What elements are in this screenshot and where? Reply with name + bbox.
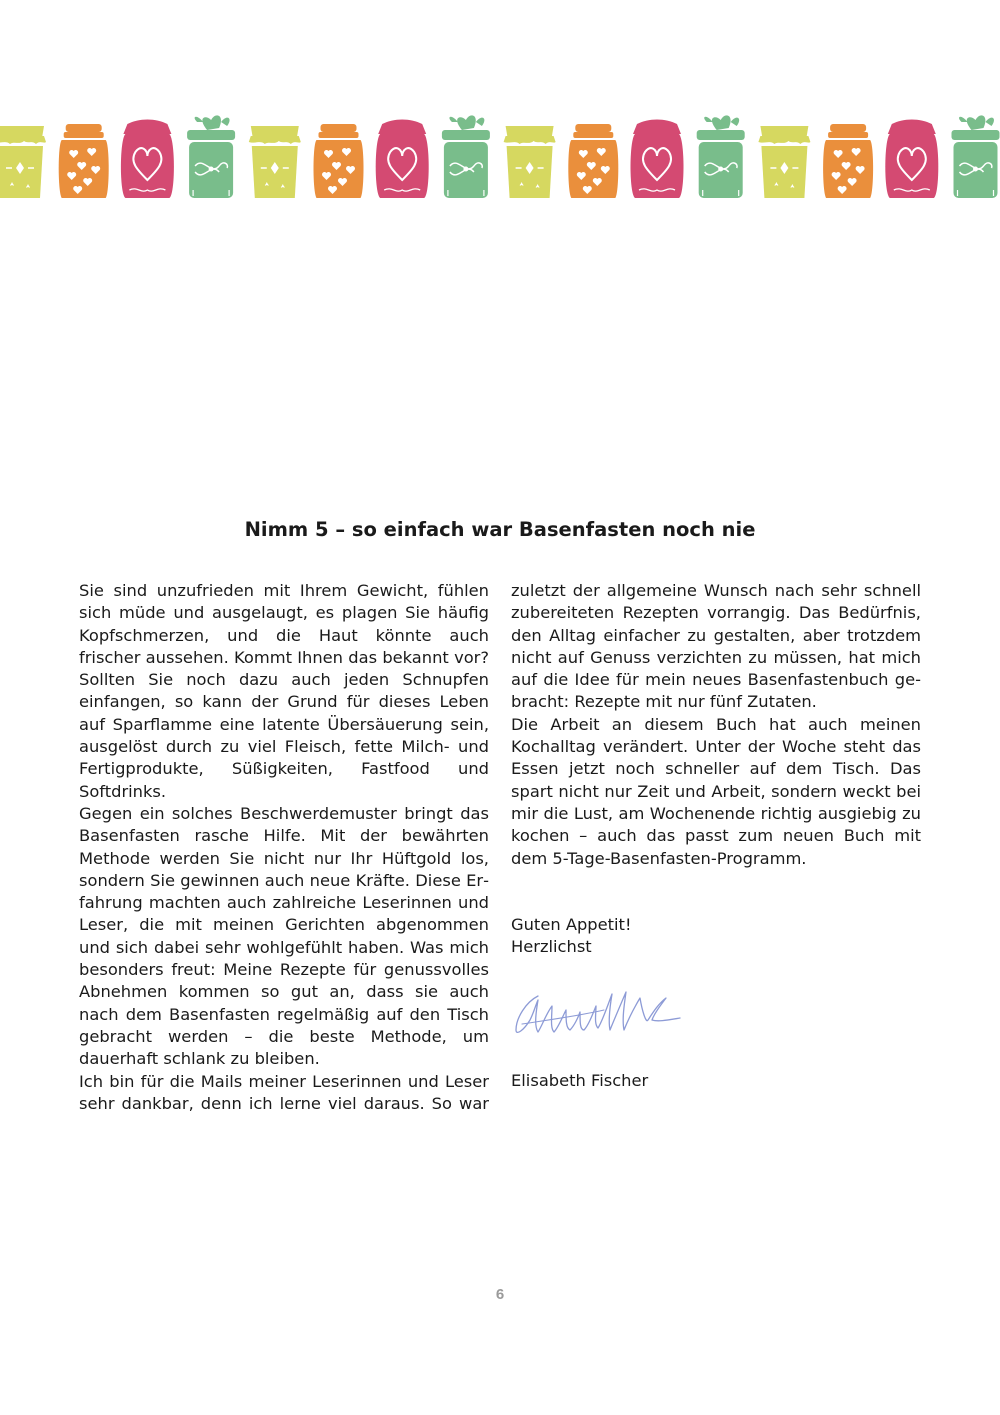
left-column bbox=[79, 580, 489, 1115]
paragraph: Sie sind unzufrieden mit Ihrem Gewicht, fühlen sich müde und ausgelaugt, es plagen Sie häufig Kopfschmerzen, und die Haut könnte auch frischer aussehen. Kommt Ihnen das bekannt vor? Sollten Sie noch dazu auch jeden Schnupfen einfangen, so kann der Grund für dieses Leben auf Sparflamme eine latente Übersäuerung sein, ausgelöst durch zu viel Fleisch, fette Milch- und Fertigprodukte, Süßigkeiten, Fastfood und Softdrinks. bbox=[79, 581, 489, 801]
jar-border-decoration bbox=[0, 110, 1000, 206]
jar-swirl bbox=[697, 115, 745, 198]
jar-big-heart bbox=[631, 120, 684, 199]
paragraph: Gegen ein solches Beschwerdemuster bringt das Basenfasten rasche Hilfe. Mit der bewährten Methode werden Sie nicht nur Ihr Hüftgold los, sondern Sie gewinnen auch neue Kräfte. Diese Erfahrung machten auch zahlreiche Leserinnen und Leser, die mit meinen Gerichten abgenommen und sich dabei sehr wohlgefühlt haben. Was mich besonders freut: Meine Rezepte für genussvolles Abnehmen kommen so gut an, dass sie auch nach dem Basenfasten regelmäßig auf den Tisch gebracht werden – die beste Methode, um dauerhaft schlank zu bleiben. bbox=[79, 803, 489, 1069]
signature-stroke bbox=[516, 992, 680, 1032]
handwritten-signature bbox=[508, 980, 688, 1042]
closing-greeting bbox=[511, 914, 631, 959]
jar-swirl bbox=[187, 115, 235, 198]
author-name: Elisabeth Fischer bbox=[511, 1071, 649, 1090]
right-column bbox=[511, 580, 921, 870]
jar-stars bbox=[758, 126, 810, 198]
jar-swirl bbox=[952, 115, 1000, 198]
jar-hearts bbox=[314, 124, 364, 198]
page-number: 6 bbox=[495, 1286, 505, 1303]
jar-hearts bbox=[823, 124, 873, 198]
jar-stars bbox=[0, 126, 46, 198]
jar-big-heart bbox=[376, 120, 429, 199]
jar-big-heart bbox=[885, 120, 938, 199]
jar-swirl bbox=[442, 115, 490, 198]
jar-hearts bbox=[568, 124, 618, 198]
jar-hearts bbox=[59, 124, 109, 198]
closing-line: Herzlichst bbox=[511, 937, 592, 957]
page-title: Nimm 5 – so einfach war Basenfasten noch nie bbox=[244, 518, 756, 541]
jar-stars bbox=[504, 126, 556, 198]
paragraph: zuletzt der allgemeine Wunsch nach sehr schnell zubereiteten Rezepten vorrangig. Das Bedürfnis, den Alltag einfacher zu gestalten, aber trotzdem nicht auf Genuss verzichten zu müssen, hat mich auf die Idee für mein neues Basenfastenbuch gebracht: Rezepte mit nur fünf Zutaten. bbox=[511, 581, 921, 712]
closing-line: Guten Appetit! bbox=[511, 915, 632, 934]
jar-stars bbox=[249, 126, 301, 198]
paragraph: Die Arbeit an diesem Buch hat auch meinen Kochalltag verändert. Unter der Woche steht das Essen jetzt noch schneller auf dem Tisch. Das spart nicht nur Zeit und Arbeit, sondern weckt bei mir die Lust, am Wochenende richtig ausgiebig zu kochen – auch das passt zum neuen Buch mit dem 5-Tage-Basenfasten-Programm. bbox=[511, 714, 921, 868]
jar-big-heart bbox=[121, 120, 174, 199]
paragraph: Ich bin für die Mails meiner Leserinnen und Leser sehr dankbar, denn ich lerne viel daraus. So war bbox=[79, 1071, 489, 1113]
